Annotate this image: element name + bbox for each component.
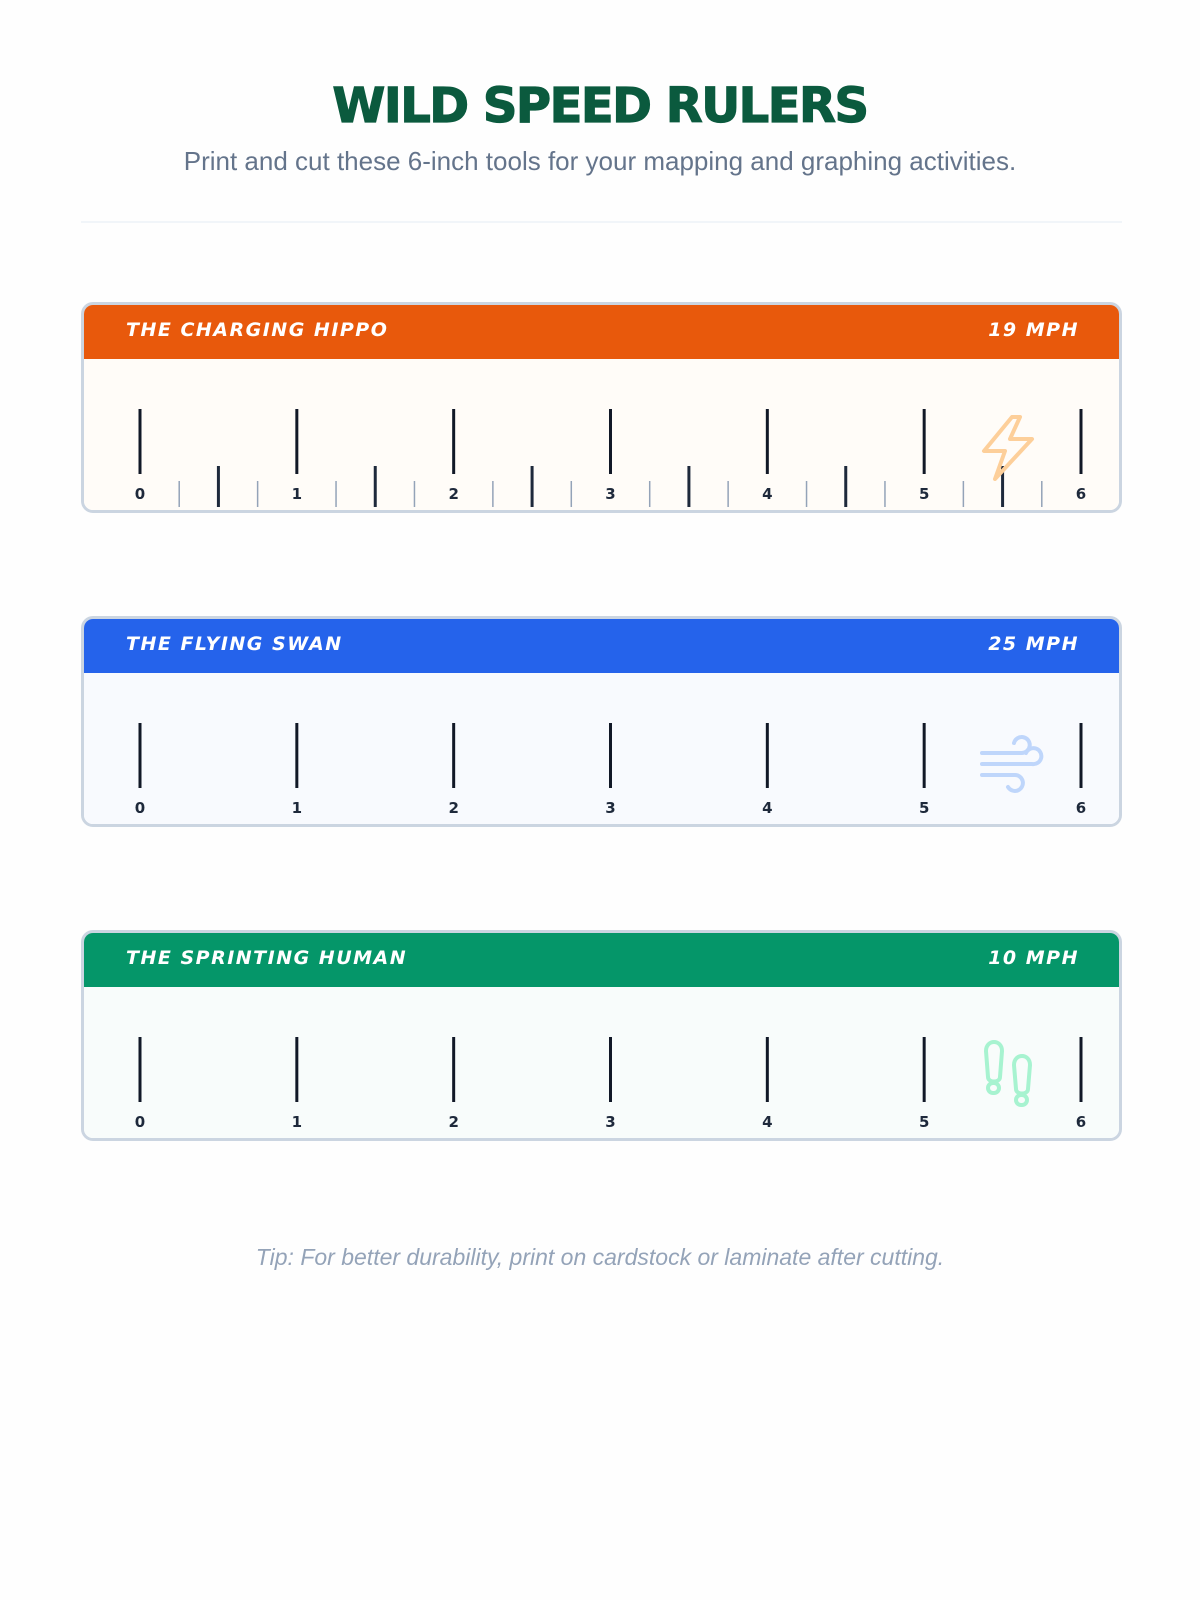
inch-label-0: 0 [134,485,146,503]
wind-stroke [982,775,1023,791]
inch-label-3: 3 [605,799,616,817]
wind-stroke [982,748,1041,764]
ruler-header-band [84,933,1119,987]
ruler-header-band [84,619,1119,673]
inch-label-3: 3 [605,485,616,503]
inch-label-4: 4 [762,1113,773,1131]
ruler-sprinting-human [81,930,1122,1141]
inch-label-3: 3 [605,1113,616,1131]
footprint-right [1014,1056,1030,1094]
footer-tip: Tip: For better durability, print on cardstock or laminate after cutting. [255,1244,945,1270]
footprints-icon [986,1042,1030,1105]
inch-label-5: 5 [918,1113,930,1131]
inch-label-5: 5 [918,485,930,503]
ruler-body [84,359,1119,510]
page-subtitle: Print and cut these 6-inch tools for your mapping and graphing activities. [183,146,1017,176]
header-divider [81,221,1122,223]
ruler-scale [84,673,1119,824]
inch-label-6: 6 [1075,1113,1087,1131]
ruler-speed: 25 MPH [988,633,1079,655]
footprint-left-heel [988,1083,999,1093]
inch-label-2: 2 [448,1113,459,1131]
inch-label-1: 1 [291,1113,303,1131]
ruler-speed: 10 MPH [988,947,1079,969]
inch-label-4: 4 [762,485,773,503]
inch-label-1: 1 [291,485,303,503]
inch-label-1: 1 [291,799,303,817]
ruler-name: THE CHARGING HIPPO [126,319,389,341]
inch-label-2: 2 [448,485,459,503]
inch-label-4: 4 [762,799,773,817]
inch-label-5: 5 [918,799,930,817]
ruler-charging-hippo [81,302,1122,513]
ruler-scale [84,359,1119,510]
wind-icon [982,737,1041,791]
ruler-speed: 19 MPH [988,319,1079,341]
inch-label-0: 0 [134,799,146,817]
ruler-name: THE FLYING SWAN [126,633,343,655]
ruler-header-band [84,305,1119,359]
inch-label-6: 6 [1075,799,1087,817]
ruler-body [84,987,1119,1138]
lightning-shape [984,417,1032,479]
ruler-scale [84,987,1119,1138]
footprint-left [986,1042,1002,1082]
footprint-right-heel [1016,1095,1027,1105]
ruler-name: THE SPRINTING HUMAN [126,947,408,969]
ruler-body [84,673,1119,824]
wind-stroke [982,737,1030,753]
inch-label-2: 2 [448,799,459,817]
inch-label-0: 0 [134,1113,146,1131]
inch-label-6: 6 [1075,485,1087,503]
lightning-icon [984,417,1032,479]
page-title: WILD SPEED RULERS [332,78,868,134]
ruler-flying-swan [81,616,1122,827]
